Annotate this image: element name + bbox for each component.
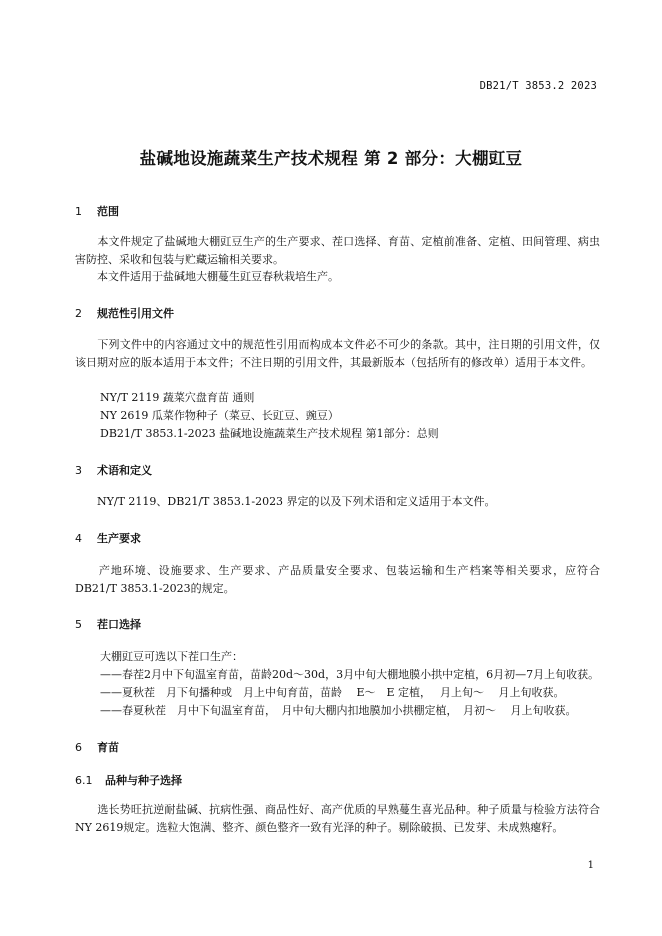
page-number: 1	[587, 860, 594, 871]
section-3-paragraph: NY/T 2119、DB21/T 3853.1-2023 界定的以及下列术语和定义适用于本文件。	[75, 495, 496, 508]
list-item: ——春夏秋茬 月中下旬温室育苗， 月中旬大棚内扣地膜加小拱棚定植， 月初～ 月上旬收获。	[100, 704, 577, 717]
section-6-heading	[75, 739, 119, 755]
section-5-heading	[75, 616, 141, 632]
section-title: 规范性引用文件	[97, 307, 174, 320]
section-6-1-heading	[75, 772, 182, 788]
reference-item: NY/T 2119 蔬菜穴盘育苗 通则	[100, 391, 255, 404]
section-title: 范围	[97, 205, 119, 218]
section-title: 术语和定义	[97, 464, 152, 477]
section-4-paragraph: 产地环境、设施要求、生产要求、产品质量安全要求、包装运输和生产档案等相关要求，应符合DB21/T 3853.1-2023的规定。	[75, 564, 600, 595]
section-title: 育苗	[97, 741, 119, 754]
section-title: 茬口选择	[97, 618, 141, 631]
section-number: 5	[75, 618, 82, 631]
document-code: DB21/T 3853.2 2023	[479, 80, 597, 92]
section-1-heading	[75, 203, 119, 219]
section-number: 3	[75, 464, 82, 477]
section-number: 1	[75, 205, 82, 218]
section-6-1-paragraph: 选长势旺抗逆耐盐碱、抗病性强、商品性好、高产优质的早熟蔓生喜光品种。种子质量与检验方法符合NY 2619规定。选粒大饱满、整齐、颜色整齐一致有光泽的种子。剔除破损、已发芽、未成熟瘪籽。	[75, 803, 600, 834]
section-number: 2	[75, 307, 82, 320]
section-title: 生产要求	[97, 532, 141, 545]
reference-item: DB21/T 3853.1-2023 盐碱地设施蔬菜生产技术规程 第1部分：总则	[100, 427, 439, 440]
list-intro: 大棚豇豆可选以下茬口生产：	[100, 650, 243, 663]
section-number: 6	[75, 741, 82, 754]
section-1-paragraph-1: 本文件规定了盐碱地大棚豇豆生产的生产要求、茬口选择、育苗、定植前准备、定植、田间管理、病虫害防控、采收和包装与贮藏运输相关要求。	[75, 235, 600, 266]
list-item: ——春茬2月中下旬温室育苗，苗龄20d～30d，3月中旬大棚地膜小拱中定植，6月初—7月上旬收获。	[100, 668, 600, 681]
section-3-heading	[75, 462, 152, 478]
section-4-heading	[75, 530, 141, 546]
section-2-heading	[75, 305, 174, 321]
list-item: ——夏秋茬 月下旬播种或 月上中旬育苗，苗龄 E～ E 定植， 月上旬～ 月上旬收获。	[100, 686, 565, 699]
document-title: 盐碱地设施蔬菜生产技术规程 第 2 部分：大棚豇豆	[139, 149, 523, 168]
section-number: 4	[75, 532, 82, 545]
section-1-paragraph-2: 本文件适用于盐碱地大棚蔓生豇豆春秋栽培生产。	[75, 270, 339, 283]
section-2-paragraph: 下列文件中的内容通过文中的规范性引用而构成本文件必不可少的条款。其中，注日期的引用文件，仅该日期对应的版本适用于本文件；不注日期的引用文件，其最新版本（包括所有的修改单）适用于本文件。	[75, 338, 600, 369]
section-number: 6.1	[75, 774, 93, 787]
reference-item: NY 2619 瓜菜作物种子（菜豆、长豇豆、豌豆）	[100, 409, 339, 422]
section-title: 品种与种子选择	[105, 774, 182, 787]
